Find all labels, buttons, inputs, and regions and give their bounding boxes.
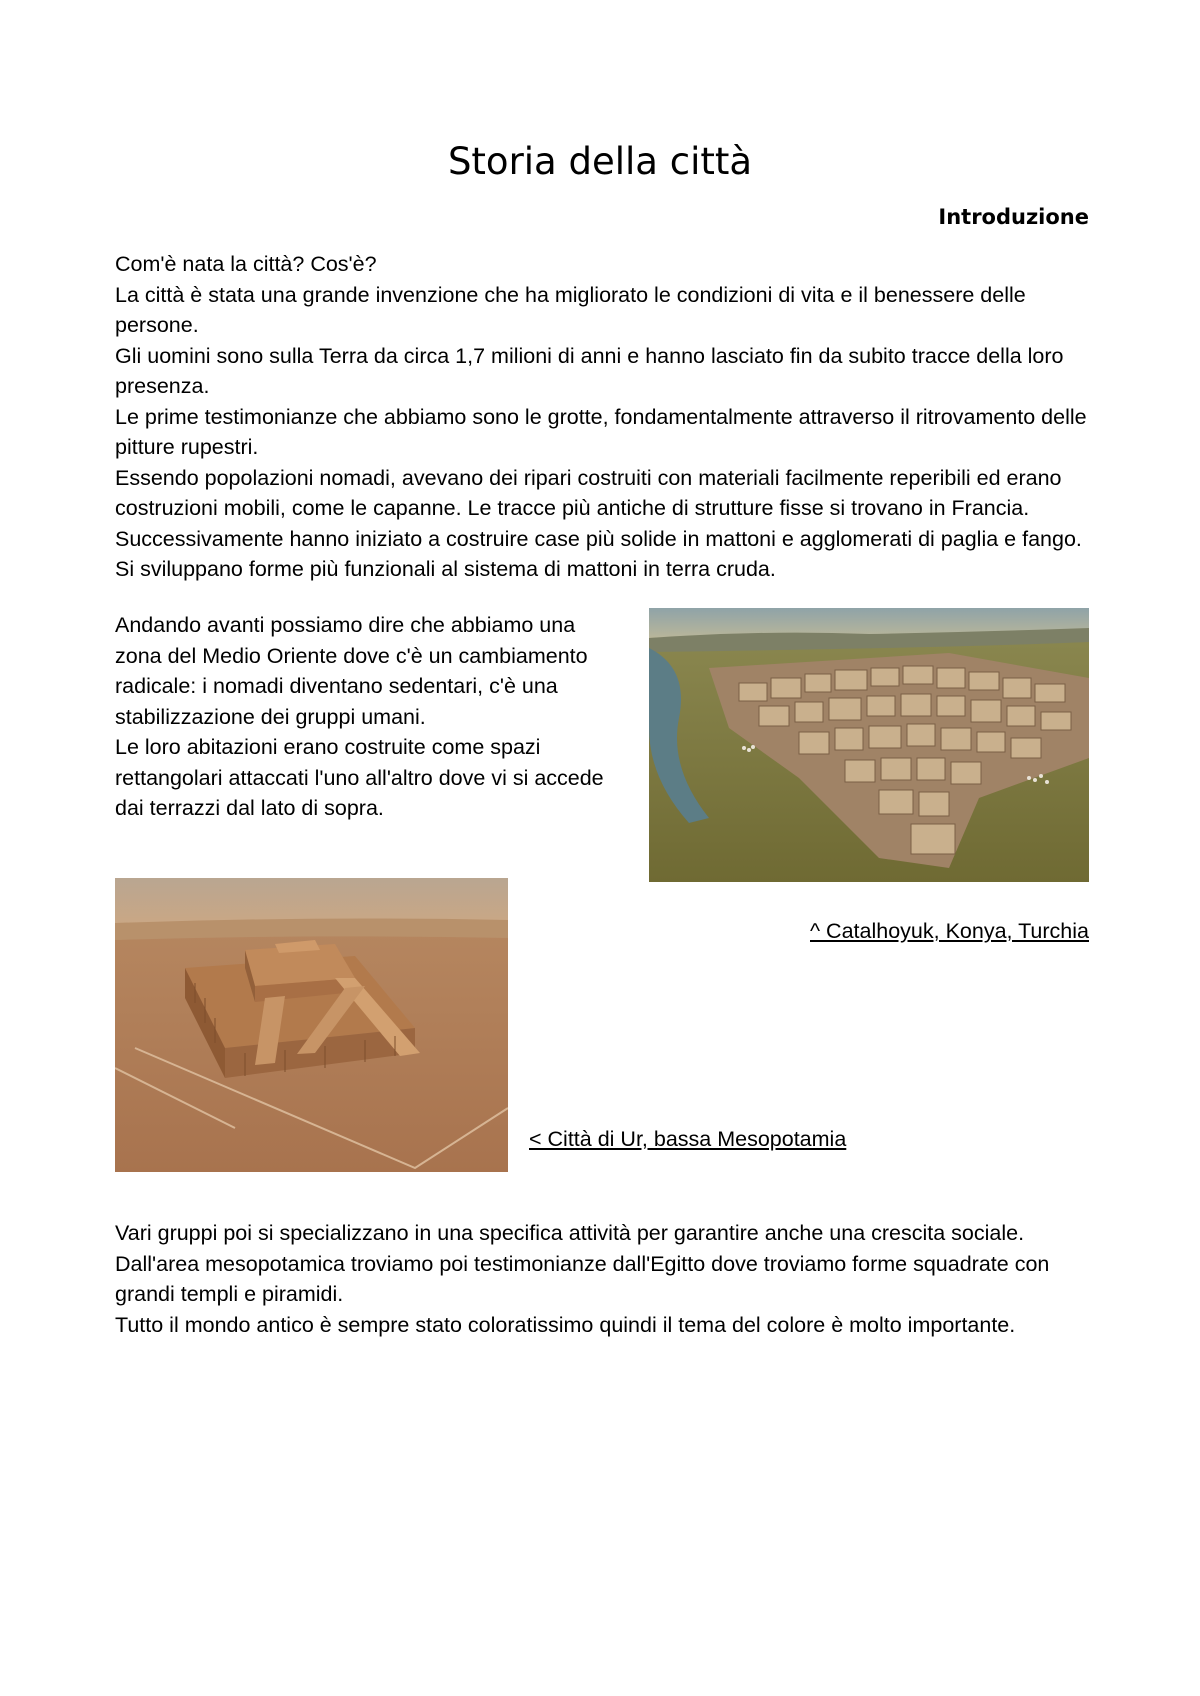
paragraph: Le prime testimonianze che abbiamo sono le grotte, fondamentalmente attraverso il ritrovamento delle pitture rupestri. [115, 404, 1087, 459]
page-title: Storia della città [447, 140, 753, 183]
paragraph: Essendo popolazioni nomadi, avevano dei ripari costruiti con materiali facilmente reperibili ed erano costruzioni mobili, come le capanne. Le tracce più antiche di strutture fisse si trovano in Francia. Successivamente hanno iniziato a costruire case più solide in mattoni e agglomerati di paglia e fango. Si sviluppano forme più funzionali al sistema di mattoni in terra cruda. [115, 465, 1082, 581]
paragraph: Tutto il mondo antico è sempre stato coloratissimo quindi il tema del colore è molto importante. [115, 1312, 1016, 1337]
catalhoyuk-photo [649, 608, 1089, 882]
catalhoyuk-illustration [649, 608, 1089, 882]
paragraph: Andando avanti possiamo dire che abbiamo una zona del Medio Oriente dove c'è un cambiamento radicale: i nomadi diventano sedentari, c'è una stabilizzazione dei gruppi umani. [115, 613, 588, 729]
paragraph: Dall'area mesopotamica troviamo poi testimonianze dall'Egitto dove troviamo forme squadrate con grandi templi e piramidi. [115, 1251, 1050, 1306]
paragraph: Vari gruppi poi si specializzano in una specifica attività per garantire anche una crescita sociale. [115, 1221, 1025, 1245]
catalhoyuk-caption: ^ Catalhoyuk, Konya, Turchia [810, 919, 1089, 943]
ur-ziggurat-photo [115, 878, 508, 1172]
paragraph: La città è stata una grande invenzione che ha migliorato le condizioni di vita e il benessere delle persone. [115, 282, 1026, 337]
intro-text [115, 249, 1100, 585]
paragraph: Gli uomini sono sulla Terra da circa 1,7 milioni di anni e hanno lasciato fin da subito tracce della loro presenza. [115, 343, 1064, 398]
paragraph: Com'è nata la città? Cos'è? [115, 252, 377, 276]
ur-illustration [115, 878, 508, 1172]
ur-caption: < Città di Ur, bassa Mesopotamia [529, 1127, 847, 1151]
section-heading: Introduzione [938, 205, 1089, 229]
side-text [115, 610, 605, 824]
outro-text [115, 1218, 1100, 1340]
paragraph: Le loro abitazioni erano costruite come spazi rettangolari attaccati l'uno all'altro dove vi si accede dai terrazzi dal lato di sopra. [115, 735, 604, 820]
